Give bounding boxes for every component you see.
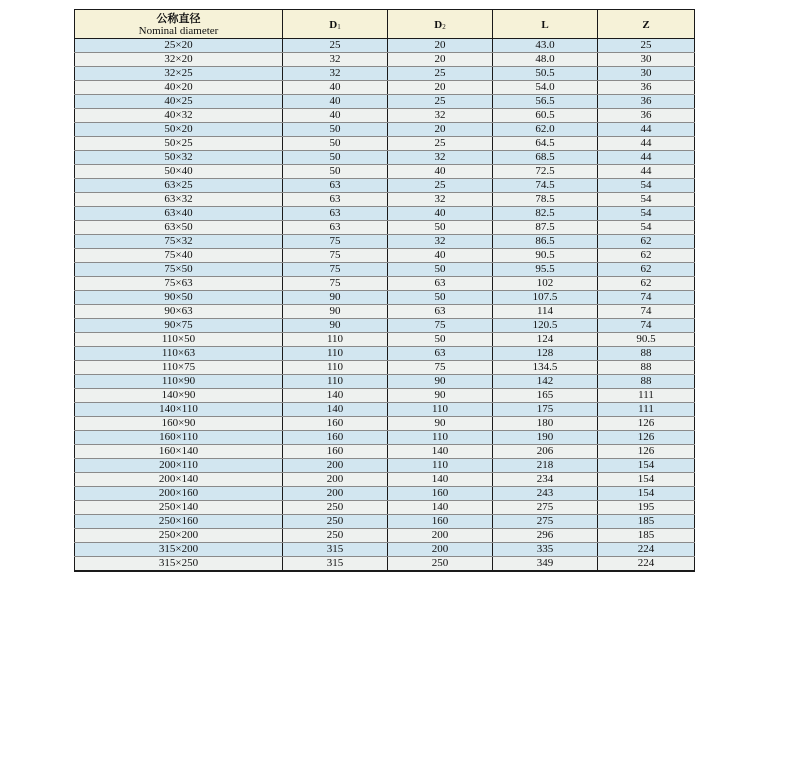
table-row: [75, 501, 695, 515]
table-row: [75, 487, 695, 501]
cell-z: 54: [598, 179, 695, 193]
cell-l: 54.0: [493, 81, 598, 95]
cell-d1: 140: [283, 389, 388, 403]
cell-l: 56.5: [493, 95, 598, 109]
cell-nominal-diameter: 250×200: [75, 529, 283, 543]
cell-z: 154: [598, 459, 695, 473]
cell-z: 74: [598, 305, 695, 319]
cell-z: 111: [598, 389, 695, 403]
cell-l: 50.5: [493, 67, 598, 81]
dimension-table-container: [74, 9, 694, 572]
cell-d1: 75: [283, 249, 388, 263]
cell-d2: 25: [388, 67, 493, 81]
table-row: [75, 137, 695, 151]
table-row: [75, 305, 695, 319]
cell-d2: 200: [388, 529, 493, 543]
cell-z: 54: [598, 193, 695, 207]
header-d1: [283, 10, 388, 39]
cell-d1: 75: [283, 277, 388, 291]
cell-l: 48.0: [493, 53, 598, 67]
cell-d1: 250: [283, 501, 388, 515]
cell-d2: 32: [388, 109, 493, 123]
cell-l: 190: [493, 431, 598, 445]
cell-nominal-diameter: 90×63: [75, 305, 283, 319]
cell-d1: 160: [283, 431, 388, 445]
cell-nominal-diameter: 160×90: [75, 417, 283, 431]
cell-l: 134.5: [493, 361, 598, 375]
dimension-table: [74, 9, 695, 572]
cell-l: 218: [493, 459, 598, 473]
table-row: [75, 319, 695, 333]
table-row: [75, 263, 695, 277]
cell-d2: 25: [388, 179, 493, 193]
table-row: [75, 347, 695, 361]
header-d1-main: D: [329, 19, 338, 31]
cell-z: 126: [598, 417, 695, 431]
cell-d2: 20: [388, 53, 493, 67]
cell-d2: 140: [388, 445, 493, 459]
table-row: [75, 95, 695, 109]
cell-nominal-diameter: 110×90: [75, 375, 283, 389]
cell-d1: 250: [283, 515, 388, 529]
cell-l: 275: [493, 515, 598, 529]
cell-z: 62: [598, 263, 695, 277]
cell-d1: 63: [283, 193, 388, 207]
header-nominal-diameter-zh: 公称直径: [156, 11, 201, 25]
cell-nominal-diameter: 40×25: [75, 95, 283, 109]
cell-z: 185: [598, 515, 695, 529]
cell-d2: 90: [388, 389, 493, 403]
cell-z: 154: [598, 487, 695, 501]
cell-d1: 140: [283, 403, 388, 417]
cell-z: 74: [598, 291, 695, 305]
table-row: [75, 515, 695, 529]
cell-z: 88: [598, 347, 695, 361]
cell-z: 44: [598, 137, 695, 151]
table-row: [75, 543, 695, 557]
table-body: [75, 39, 695, 572]
cell-nominal-diameter: 315×200: [75, 543, 283, 557]
cell-d1: 50: [283, 165, 388, 179]
cell-nominal-diameter: 50×40: [75, 165, 283, 179]
header-l: [493, 10, 598, 39]
table-row: [75, 375, 695, 389]
cell-l: 335: [493, 543, 598, 557]
table-row: [75, 39, 695, 53]
table-row: [75, 193, 695, 207]
cell-nominal-diameter: 63×25: [75, 179, 283, 193]
cell-nominal-diameter: 140×110: [75, 403, 283, 417]
cell-d1: 50: [283, 123, 388, 137]
header-d2-sub: 2: [442, 23, 446, 31]
table-row: [75, 403, 695, 417]
cell-d1: 315: [283, 557, 388, 572]
cell-z: 224: [598, 557, 695, 572]
cell-z: 126: [598, 431, 695, 445]
header-d1-sub: 1: [337, 23, 341, 31]
cell-z: 30: [598, 67, 695, 81]
cell-d1: 63: [283, 207, 388, 221]
cell-d2: 50: [388, 221, 493, 235]
cell-d1: 63: [283, 221, 388, 235]
cell-l: 180: [493, 417, 598, 431]
cell-nominal-diameter: 200×110: [75, 459, 283, 473]
cell-d1: 200: [283, 459, 388, 473]
cell-z: 195: [598, 501, 695, 515]
cell-d1: 90: [283, 291, 388, 305]
cell-nominal-diameter: 40×20: [75, 81, 283, 95]
cell-d2: 110: [388, 431, 493, 445]
cell-z: 74: [598, 319, 695, 333]
cell-d2: 20: [388, 81, 493, 95]
cell-z: 44: [598, 165, 695, 179]
table-row: [75, 53, 695, 67]
cell-nominal-diameter: 90×75: [75, 319, 283, 333]
cell-l: 243: [493, 487, 598, 501]
cell-nominal-diameter: 75×32: [75, 235, 283, 249]
cell-nominal-diameter: 140×90: [75, 389, 283, 403]
table-row: [75, 235, 695, 249]
table-row: [75, 277, 695, 291]
cell-d2: 20: [388, 123, 493, 137]
cell-l: 120.5: [493, 319, 598, 333]
cell-d1: 250: [283, 529, 388, 543]
header-d2: [388, 10, 493, 39]
cell-l: 124: [493, 333, 598, 347]
cell-z: 154: [598, 473, 695, 487]
cell-d2: 90: [388, 375, 493, 389]
cell-l: 142: [493, 375, 598, 389]
cell-nominal-diameter: 50×32: [75, 151, 283, 165]
cell-nominal-diameter: 50×20: [75, 123, 283, 137]
cell-d2: 160: [388, 515, 493, 529]
cell-l: 128: [493, 347, 598, 361]
cell-d2: 63: [388, 347, 493, 361]
cell-d2: 50: [388, 263, 493, 277]
cell-d1: 50: [283, 137, 388, 151]
cell-nominal-diameter: 25×20: [75, 39, 283, 53]
cell-z: 44: [598, 123, 695, 137]
cell-d2: 20: [388, 39, 493, 53]
header-z: [598, 10, 695, 39]
table-row: [75, 333, 695, 347]
cell-z: 62: [598, 277, 695, 291]
table-header: [75, 10, 695, 39]
table-row: [75, 221, 695, 235]
cell-d1: 32: [283, 53, 388, 67]
cell-nominal-diameter: 40×32: [75, 109, 283, 123]
cell-z: 62: [598, 235, 695, 249]
cell-d2: 63: [388, 305, 493, 319]
cell-l: 95.5: [493, 263, 598, 277]
cell-l: 206: [493, 445, 598, 459]
cell-z: 54: [598, 221, 695, 235]
cell-z: 90.5: [598, 333, 695, 347]
cell-nominal-diameter: 250×140: [75, 501, 283, 515]
cell-d2: 63: [388, 277, 493, 291]
cell-d2: 110: [388, 459, 493, 473]
cell-d1: 200: [283, 487, 388, 501]
cell-d1: 110: [283, 347, 388, 361]
header-z-label: Z: [642, 19, 650, 31]
table-row: [75, 445, 695, 459]
header-nominal-diameter: [75, 10, 283, 39]
cell-nominal-diameter: 75×40: [75, 249, 283, 263]
header-l-label: L: [541, 19, 549, 31]
cell-l: 234: [493, 473, 598, 487]
cell-d2: 110: [388, 403, 493, 417]
cell-nominal-diameter: 90×50: [75, 291, 283, 305]
cell-d2: 75: [388, 361, 493, 375]
cell-l: 175: [493, 403, 598, 417]
cell-l: 64.5: [493, 137, 598, 151]
cell-l: 86.5: [493, 235, 598, 249]
cell-l: 114: [493, 305, 598, 319]
header-row: [75, 10, 695, 39]
cell-d2: 140: [388, 473, 493, 487]
cell-d2: 90: [388, 417, 493, 431]
cell-d1: 200: [283, 473, 388, 487]
header-d2-main: D: [434, 19, 443, 31]
cell-d1: 110: [283, 375, 388, 389]
cell-nominal-diameter: 160×140: [75, 445, 283, 459]
table-row: [75, 123, 695, 137]
cell-nominal-diameter: 200×140: [75, 473, 283, 487]
cell-z: 88: [598, 375, 695, 389]
cell-nominal-diameter: 110×63: [75, 347, 283, 361]
table-row: [75, 207, 695, 221]
cell-l: 43.0: [493, 39, 598, 53]
cell-d2: 160: [388, 487, 493, 501]
cell-l: 60.5: [493, 109, 598, 123]
table-row: [75, 67, 695, 81]
cell-d2: 32: [388, 235, 493, 249]
table-row: [75, 81, 695, 95]
cell-d2: 25: [388, 95, 493, 109]
cell-d1: 25: [283, 39, 388, 53]
cell-l: 78.5: [493, 193, 598, 207]
table-row: [75, 361, 695, 375]
header-nominal-diameter-en: Nominal diameter: [138, 24, 219, 37]
cell-d2: 50: [388, 291, 493, 305]
cell-nominal-diameter: 75×63: [75, 277, 283, 291]
cell-d2: 250: [388, 557, 493, 572]
table-row: [75, 473, 695, 487]
cell-d2: 25: [388, 137, 493, 151]
table-row: [75, 165, 695, 179]
cell-d1: 40: [283, 95, 388, 109]
table-row: [75, 151, 695, 165]
table-row: [75, 291, 695, 305]
cell-d2: 75: [388, 319, 493, 333]
cell-z: 88: [598, 361, 695, 375]
cell-l: 102: [493, 277, 598, 291]
cell-z: 25: [598, 39, 695, 53]
cell-nominal-diameter: 63×32: [75, 193, 283, 207]
cell-l: 165: [493, 389, 598, 403]
cell-l: 62.0: [493, 123, 598, 137]
cell-d1: 63: [283, 179, 388, 193]
cell-d1: 110: [283, 333, 388, 347]
cell-nominal-diameter: 63×40: [75, 207, 283, 221]
cell-nominal-diameter: 32×25: [75, 67, 283, 81]
table-row: [75, 417, 695, 431]
cell-z: 36: [598, 81, 695, 95]
cell-l: 349: [493, 557, 598, 572]
table-row: [75, 389, 695, 403]
cell-l: 275: [493, 501, 598, 515]
cell-d2: 40: [388, 249, 493, 263]
cell-z: 44: [598, 151, 695, 165]
cell-nominal-diameter: 75×50: [75, 263, 283, 277]
cell-d2: 200: [388, 543, 493, 557]
cell-l: 82.5: [493, 207, 598, 221]
cell-d1: 160: [283, 445, 388, 459]
cell-d1: 110: [283, 361, 388, 375]
cell-z: 62: [598, 249, 695, 263]
cell-nominal-diameter: 63×50: [75, 221, 283, 235]
cell-nominal-diameter: 110×50: [75, 333, 283, 347]
cell-d1: 90: [283, 319, 388, 333]
cell-l: 90.5: [493, 249, 598, 263]
cell-z: 54: [598, 207, 695, 221]
cell-d1: 90: [283, 305, 388, 319]
cell-d2: 32: [388, 151, 493, 165]
cell-nominal-diameter: 315×250: [75, 557, 283, 572]
cell-nominal-diameter: 160×110: [75, 431, 283, 445]
cell-z: 185: [598, 529, 695, 543]
cell-d1: 40: [283, 109, 388, 123]
table-row: [75, 179, 695, 193]
cell-nominal-diameter: 200×160: [75, 487, 283, 501]
cell-nominal-diameter: 32×20: [75, 53, 283, 67]
table-row: [75, 431, 695, 445]
cell-d2: 50: [388, 333, 493, 347]
cell-l: 68.5: [493, 151, 598, 165]
cell-nominal-diameter: 110×75: [75, 361, 283, 375]
table-row: [75, 109, 695, 123]
cell-d1: 32: [283, 67, 388, 81]
cell-z: 36: [598, 95, 695, 109]
table-row: [75, 529, 695, 543]
cell-z: 36: [598, 109, 695, 123]
cell-d1: 40: [283, 81, 388, 95]
cell-d1: 75: [283, 235, 388, 249]
cell-l: 87.5: [493, 221, 598, 235]
cell-d1: 75: [283, 263, 388, 277]
cell-l: 72.5: [493, 165, 598, 179]
cell-d1: 315: [283, 543, 388, 557]
cell-nominal-diameter: 250×160: [75, 515, 283, 529]
cell-l: 296: [493, 529, 598, 543]
table-row: [75, 459, 695, 473]
table-row: [75, 557, 695, 572]
cell-z: 111: [598, 403, 695, 417]
cell-z: 126: [598, 445, 695, 459]
cell-d2: 40: [388, 207, 493, 221]
cell-z: 30: [598, 53, 695, 67]
cell-d1: 160: [283, 417, 388, 431]
cell-d2: 40: [388, 165, 493, 179]
cell-d2: 140: [388, 501, 493, 515]
cell-nominal-diameter: 50×25: [75, 137, 283, 151]
cell-l: 107.5: [493, 291, 598, 305]
table-row: [75, 249, 695, 263]
cell-d2: 32: [388, 193, 493, 207]
cell-z: 224: [598, 543, 695, 557]
cell-l: 74.5: [493, 179, 598, 193]
cell-d1: 50: [283, 151, 388, 165]
